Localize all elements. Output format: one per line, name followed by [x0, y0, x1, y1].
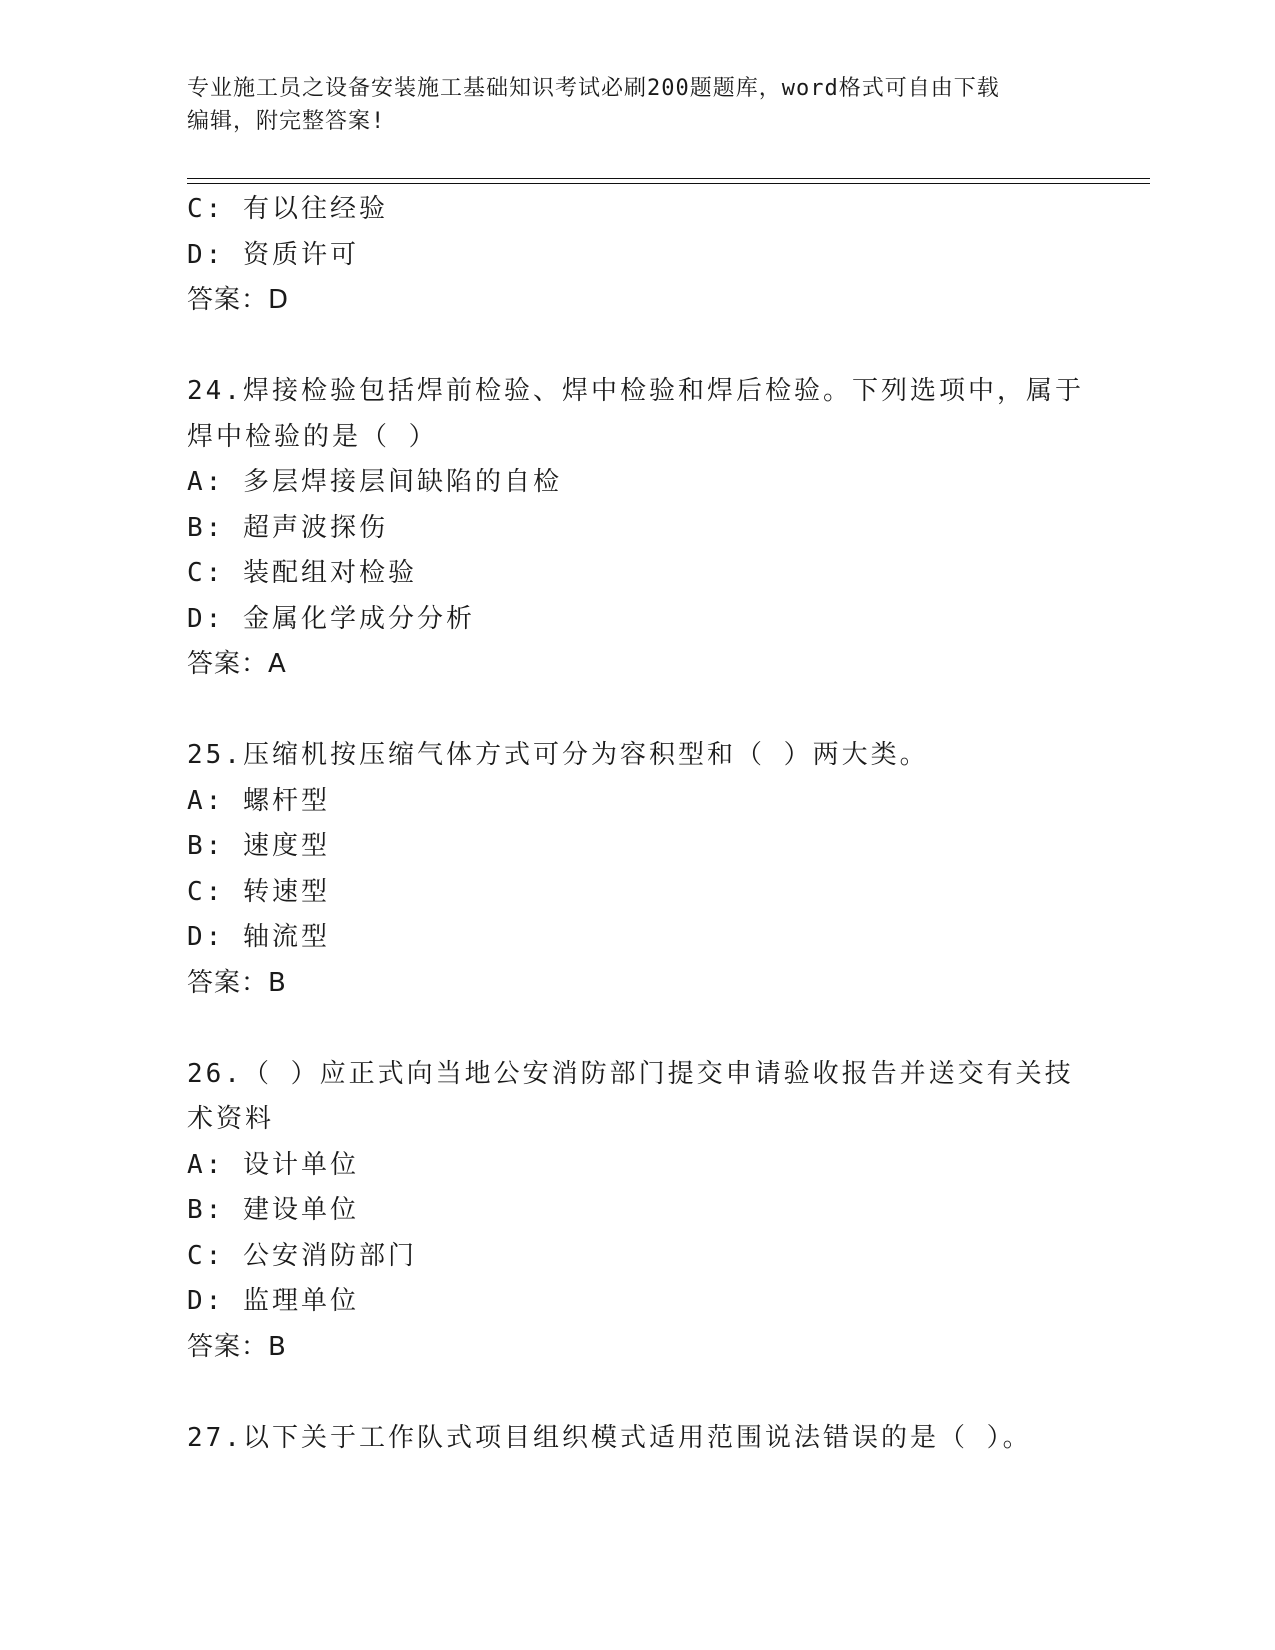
option-d: D: 资质许可 [187, 239, 359, 270]
question-stem-line: 25.压缩机按压缩气体方式可分为容积型和（ ）两大类。 [187, 740, 929, 770]
question-24 [187, 369, 1087, 688]
question-stem-line: 焊中检验的是（ ） [187, 421, 438, 452]
answer-line: 答案：A [187, 649, 287, 679]
option-a: A: 设计单位 [187, 1149, 359, 1180]
answer-line: 答案：D [187, 285, 290, 315]
question-stem-line: 26.（ ）应正式向当地公安消防部门提交申请验收报告并送交有关技 [187, 1058, 1074, 1089]
option-c: C: 公安消防部门 [187, 1240, 417, 1271]
answer-line: 答案：B [187, 1331, 287, 1362]
spacer [187, 324, 1087, 370]
question-stem-line: 27.以下关于工作队式项目组织模式适用范围说法错误的是（ ）。 [187, 1422, 1032, 1453]
option-d: D: 轴流型 [187, 922, 330, 952]
spacer [187, 1370, 1087, 1416]
document-body [187, 187, 1087, 1461]
spacer [187, 1006, 1087, 1052]
option-c: C: 转速型 [187, 876, 330, 907]
header-line-2: 编辑，附完整答案! [187, 109, 386, 134]
spacer [187, 688, 1087, 734]
option-a: A: 多层焊接层间缺陷的自检 [187, 467, 562, 497]
question-continued [187, 187, 1087, 324]
header-line-1: 专业施工员之设备安装施工基础知识考试必刷200题题库，word格式可自由下载 [187, 76, 1000, 101]
question-stem-line: 术资料 [187, 1104, 275, 1134]
document-header [187, 72, 1067, 138]
option-a: A: 螺杆型 [187, 785, 330, 816]
option-c: C: 装配组对检验 [187, 558, 417, 588]
option-d: D: 金属化学成分分析 [187, 603, 475, 634]
header-rule-bottom [187, 183, 1150, 184]
option-b: B: 建设单位 [187, 1195, 359, 1225]
option-c: C: 有以往经验 [187, 194, 388, 224]
option-b: B: 速度型 [187, 831, 330, 861]
answer-line: 答案：B [187, 967, 287, 998]
option-d: D: 监理单位 [187, 1286, 359, 1316]
question-26 [187, 1052, 1087, 1371]
question-25 [187, 733, 1087, 1006]
header-rule-top [187, 178, 1150, 179]
option-b: B: 超声波探伤 [187, 512, 388, 543]
question-stem-line: 24.焊接检验包括焊前检验、焊中检验和焊后检验。下列选项中，属于 [187, 376, 1084, 406]
question-27 [187, 1416, 1087, 1462]
